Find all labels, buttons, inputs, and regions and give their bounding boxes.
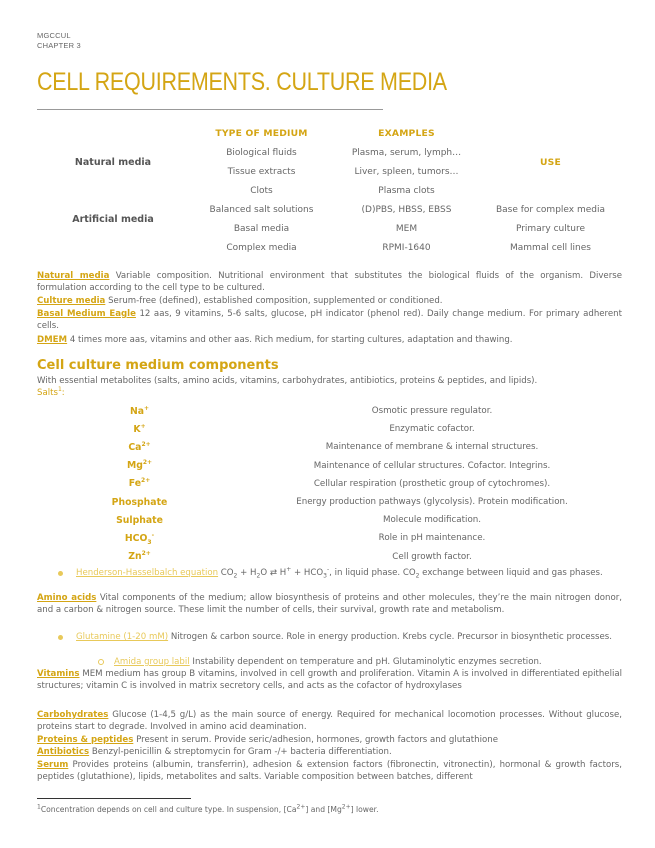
- term-carbohydrates: Carbohydrates: [37, 710, 109, 720]
- running-header: [37, 31, 81, 51]
- ion-charge: +: [140, 422, 146, 430]
- paragraph-text: Nitrogen & carbon source. Role in energy production. Krebs cycle. Precursor in biosynthetic processes.: [170, 632, 612, 642]
- paragraph-text: Provides proteins (albumin, transferrin), adhesion & extension factors (fibronectin, vitronectin), hormonal & growth factors, peptides (glutathione), lipids, metabolites and salts. Variable composition between batches, different: [37, 760, 623, 782]
- hh-sup-plus: +: [286, 566, 292, 574]
- hh-part: , in liquid phase. CO: [329, 568, 416, 578]
- definition-text: Variable composition. Nutritional environment that substitutes the biological fluids of the organism. Diverse formulation according to the cell type to be cultured.: [37, 271, 622, 293]
- salt-role: Role in pH maintenance.: [378, 533, 486, 544]
- use-cell: Base for complex media: [495, 204, 606, 215]
- term-culture-media: Culture media: [37, 296, 106, 306]
- term-basal-medium-eagle: Basal Medium Eagle: [37, 309, 136, 319]
- footnote: [37, 805, 379, 814]
- paragraph-serum: [37, 759, 622, 783]
- ion-name: Ca: [128, 441, 142, 453]
- paragraph-text: Present in serum. Provide seric/adhesion, hormones, growth factors and glutathione: [136, 735, 498, 745]
- salt-role: Maintenance of cellular structures. Cofactor. Integrins.: [313, 460, 551, 471]
- paragraph-vitamins: [37, 668, 622, 692]
- salts-table: [37, 402, 622, 566]
- ion-name: Na: [129, 405, 145, 417]
- salts-colon: :: [61, 388, 65, 398]
- ion-name: Mg: [126, 460, 143, 472]
- salt-row: [37, 511, 622, 529]
- bullet-dot-icon: [58, 571, 63, 576]
- definition-basal: [37, 308, 622, 332]
- term-natural-media: Natural media: [37, 271, 110, 281]
- hh-part: CO: [220, 568, 234, 578]
- definition-text: 12 aas, 9 vitamins, 5-6 salts, glucose, pH indicator (phenol red). Daily change medium. For primary adherent cells.: [37, 309, 623, 331]
- salt-row: [37, 457, 622, 475]
- title-divider: [37, 109, 383, 110]
- salt-ion: [37, 529, 242, 547]
- term-vitamins: Vitamins: [37, 669, 80, 679]
- paragraph-proteins: [37, 734, 622, 746]
- hh-part: O ⇄ H: [260, 568, 287, 578]
- term-henderson: Henderson-Hasselbalch equation: [76, 568, 219, 578]
- examples-cell: (D)PBS, HBSS, EBSS: [361, 204, 452, 215]
- term-amino-acids: Amino acids: [37, 593, 97, 603]
- salt-row: [37, 529, 622, 547]
- ion-subscript: 3: [147, 538, 152, 546]
- ion-name: Fe: [128, 478, 142, 490]
- paragraph-antibiotics: [37, 746, 622, 758]
- type-cell: Complex media: [226, 242, 297, 253]
- salts-label: Salts: [37, 388, 58, 398]
- use-cell: Mammal cell lines: [510, 242, 591, 253]
- section-intro: With essential metabolites (salts, amino acids, vitamins, carbohydrates, antibiotics, proteins & peptides, and lipids).: [37, 376, 538, 386]
- col-use-header: USE: [540, 156, 561, 168]
- footnote-text: ] and [Mg: [305, 805, 342, 814]
- salt-role: Energy production pathways (glycolysis). Protein modification.: [296, 497, 568, 508]
- use-cell: Primary culture: [515, 223, 586, 234]
- ion-charge: 2+: [141, 440, 151, 448]
- ion-charge: -: [151, 531, 155, 539]
- salt-ion: [37, 493, 242, 511]
- footnote-mark: 1: [57, 386, 62, 394]
- hh-sub-3: 3: [323, 572, 327, 580]
- header-line-2: CHAPTER 3: [37, 41, 81, 50]
- ion-name: Sulphate: [116, 514, 163, 526]
- examples-cell: Plasma, serum, lymph…: [351, 147, 462, 158]
- definition-dmem: [37, 334, 622, 346]
- salt-role: Osmotic pressure regulator.: [371, 406, 493, 417]
- type-cell: Basal media: [233, 223, 290, 234]
- salts-label-line: [37, 387, 622, 399]
- definition-text: 4 times more aas, vitamins and other aas. Rich medium, for starting cultures, adaptation and thawing.: [69, 335, 513, 345]
- natural-media-label: Natural media: [74, 156, 152, 168]
- salt-ion: [37, 438, 242, 456]
- salt-row: [37, 438, 622, 456]
- salt-role: Enzymatic cofactor.: [389, 424, 475, 435]
- paragraph-text: Glucose (1-4,5 g/L) as the main source of energy. Required for mechanical locomotion processes. Without glucose, proteins start to degrade. Involved in amino acid deamination.: [37, 710, 622, 732]
- ion-name: Zn: [128, 551, 142, 563]
- ion-charge: 2+: [142, 459, 153, 467]
- term-serum: Serum: [37, 760, 69, 770]
- section-heading: Cell culture medium components: [37, 358, 279, 373]
- hh-sub-2: 2: [233, 572, 238, 580]
- page-title: CELL REQUIREMENTS. CULTURE MEDIA: [37, 68, 447, 96]
- salt-ion: [37, 511, 242, 529]
- ion-charge: 2+: [141, 477, 151, 485]
- salt-ion: [37, 548, 242, 566]
- examples-cell: Liver, spleen, tumors…: [354, 166, 459, 177]
- footnote-sup: 2+: [296, 803, 306, 811]
- hh-sup-minus: -: [327, 566, 330, 574]
- ion-name: HCO: [124, 532, 148, 544]
- salt-role: Molecule modification.: [382, 515, 482, 526]
- salt-row: [37, 475, 622, 493]
- col-examples-header: EXAMPLES: [378, 128, 435, 139]
- salt-row: [37, 493, 622, 511]
- type-cell: Tissue extracts: [227, 166, 296, 177]
- salt-row: [37, 420, 622, 438]
- paragraph-text: Benzyl-penicillin & streptomycin for Gram -/+ bacteria differentiation.: [91, 747, 392, 757]
- hh-sub-2b: 2: [256, 572, 261, 580]
- bullet-dot-icon: [58, 635, 63, 640]
- col-type-header: TYPE OF MEDIUM: [215, 128, 308, 139]
- examples-cell: Plasma clots: [378, 185, 435, 196]
- salt-row: [37, 402, 622, 420]
- header-line-1: MGCCUL: [37, 31, 71, 40]
- hh-part: + H: [237, 568, 257, 578]
- type-cell: Clots: [250, 185, 273, 196]
- paragraph-text: Instability dependent on temperature and pH. Glutaminolytic enzymes secretion.: [192, 657, 542, 667]
- footnote-divider: [37, 798, 191, 799]
- term-glutamine: Glutamine (1-20 mM): [76, 632, 169, 642]
- term-antibiotics: Antibiotics: [37, 747, 90, 757]
- ion-charge: +: [144, 404, 150, 412]
- paragraph-text: MEM medium has group B vitamins, involved in cell growth and proliferation. Vitamin A is involved in differentiated epithelial structures; vitamin C is involved in matrix secretory cells, and acts as the cofactor of hydroxylases: [37, 669, 622, 691]
- salt-ion: [37, 475, 242, 493]
- salt-role: Maintenance of membrane & internal structures.: [325, 442, 539, 453]
- footnote-sup: 2+: [341, 803, 351, 811]
- salt-ion: [37, 402, 242, 420]
- type-cell: Biological fluids: [226, 147, 297, 158]
- media-table: [37, 124, 622, 257]
- ion-charge: 2+: [141, 550, 151, 557]
- ion-name: K: [133, 423, 141, 435]
- definition-culture: [37, 295, 622, 307]
- artificial-media-label: Artificial media: [72, 213, 154, 225]
- salt-ion: [37, 457, 242, 475]
- bullet-henderson: [76, 567, 622, 579]
- bullet-ring-icon: [98, 659, 104, 665]
- type-cell: Balanced salt solutions: [209, 204, 314, 215]
- hh-part: exchange between liquid and gas phases.: [419, 568, 603, 578]
- paragraph-text: Vital components of the medium; allow biosynthesis of proteins and other molecules, they’re the main nitrogen donor, and a carbon & nitrogen source. These limit the number of cells, their survival, growth rate and metabolism.: [37, 593, 622, 615]
- salt-ion: [37, 420, 242, 438]
- paragraph-amino-acids: [37, 592, 622, 616]
- term-amide: Amida group labil: [114, 657, 190, 667]
- footnote-number: 1: [37, 803, 41, 811]
- hh-sub-2c: 2: [415, 572, 420, 580]
- footnote-text: Concentration depends on cell and culture type. In suspension, [Ca: [40, 805, 297, 814]
- bullet-amide: [114, 656, 622, 668]
- salt-row: [37, 548, 622, 566]
- definition-natural: [37, 270, 622, 294]
- definition-text: Serum-free (defined), established composition, supplemented or conditioned.: [108, 296, 443, 306]
- paragraph-carbohydrates: [37, 709, 622, 733]
- term-dmem: DMEM: [37, 335, 68, 345]
- hh-part: + HCO: [291, 568, 324, 578]
- examples-cell: MEM: [395, 223, 418, 234]
- bullet-glutamine: [76, 631, 622, 643]
- salt-role: Cellular respiration (prosthetic group of cytochromes).: [313, 478, 551, 489]
- term-proteins: Proteins & peptides: [37, 735, 134, 745]
- footnote-text: ] lower.: [350, 805, 379, 814]
- examples-cell: RPMI-1640: [382, 242, 431, 253]
- salt-role: Cell growth factor.: [392, 551, 472, 562]
- ion-name: Phosphate: [111, 496, 168, 508]
